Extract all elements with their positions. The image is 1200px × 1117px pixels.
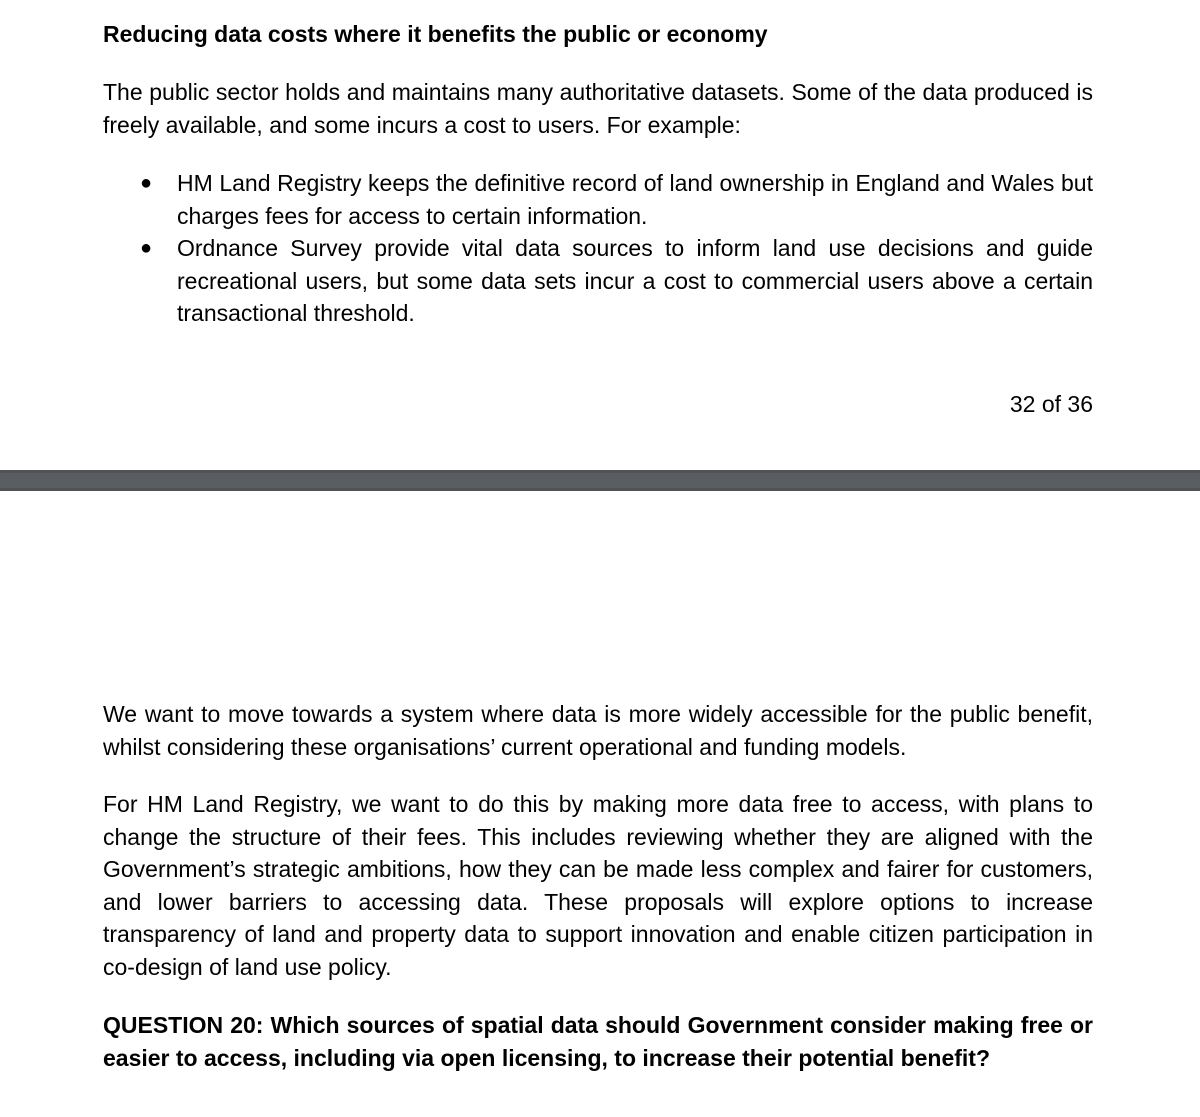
bullet-icon: ● [140,237,153,259]
section-heading: Reducing data costs where it benefits the public or economy [103,21,768,47]
list-item [103,167,1093,232]
page-break-bar [0,473,1200,488]
page-break-divider [0,470,1200,491]
list-item-text: Ordnance Survey provide vital data sources to inform land use decisions and guide recreational users, but some data sets incur a cost to commercial users above a certain transactional threshold. [177,235,1093,326]
page-number: 32 of 36 [1009,391,1093,417]
land-registry-paragraph: For HM Land Registry, we want to do this by making more data free to access, with plans to change the structure of their fees. This includes reviewing whether they are aligned with the Government’s strategic ambitions, how they can be made less complex and fairer for customers, and lower barriers to accessing data. These proposals will explore options to increase transparency of land and property data to support innovation and enable citizen participation in co-design of land use policy. [103,791,1093,980]
intro-paragraph: The public sector holds and maintains many authoritative datasets. Some of the data produced is freely available, and some incurs a cost to users. For example: [103,79,1093,138]
bullet-list [103,167,1093,330]
list-item [103,232,1093,330]
bullet-icon: ● [140,172,153,194]
question-20: QUESTION 20: Which sources of spatial data should Government consider making free or easier to access, including via open licensing, to increase their potential benefit? [103,1012,1093,1071]
system-paragraph: We want to move towards a system where data is more widely accessible for the public benefit, whilst considering these organisations’ current operational and funding models. [103,701,1093,760]
list-item-text: HM Land Registry keeps the definitive record of land ownership in England and Wales but charges fees for access to certain information. [177,170,1093,229]
